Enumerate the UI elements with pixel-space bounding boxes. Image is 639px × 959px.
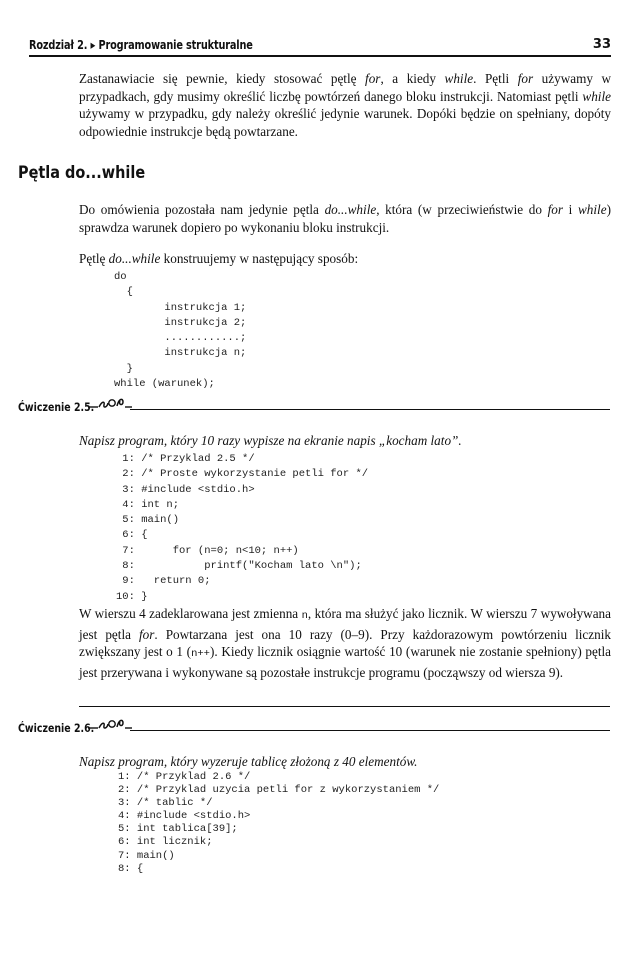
code-line: 3: #include <stdio.h> <box>116 483 255 496</box>
code-line: 6: int licznik; <box>118 836 213 849</box>
exercise-2-5-end-rule <box>79 706 610 707</box>
exercise-2-5-task: Napisz program, który 10 razy wypisze na ekranie napis „kocham lato”. <box>79 433 462 448</box>
code-line: 1: /* Przyklad 2.5 */ <box>116 453 255 465</box>
syntax-code-block <box>114 270 246 392</box>
code-line: 4: #include <stdio.h> <box>118 810 251 823</box>
header-rule <box>29 55 611 57</box>
exercise-2-6-heading <box>18 721 610 741</box>
code-line: instrukcja n; <box>114 347 247 360</box>
exercise-rule <box>130 730 610 731</box>
code-line: 8: { <box>118 862 144 875</box>
intro-paragraph: Zastanawiacie się pewnie, kiedy stosować pętlę for, a kiedy while. Pętli for używamy w przypadkach, gdy musimy określić liczbę powtórzeń danego bloku instrukcji. Natomiast pętli while używamy w przypadku, gdy należy określić jedynie warunek. Dopóki będzie on spełniany, dopóty odpowiednie instrukcje będą powtarzane. <box>79 71 612 139</box>
code-line: 10: } <box>116 590 148 603</box>
code-line: 3: /* tablic */ <box>118 797 213 810</box>
exercise-label: Ćwiczenie 2.6. <box>18 721 95 735</box>
code-line: 9: return 0; <box>116 575 211 588</box>
code-line: instrukcja 2; <box>114 316 247 329</box>
exercise-2-5-code <box>116 452 368 605</box>
code-line: 8: printf("Kocham lato \n"); <box>116 560 362 573</box>
section-paragraph-1: Do omówienia pozostała nam jedynie pętla do...while, która (w przeciwieństwie do for i while) sprawdza warunek dopiero po wykonaniu bloku instrukcji. <box>79 202 611 235</box>
exercise-ornament-icon <box>86 715 134 733</box>
code-line: 6: { <box>116 529 148 542</box>
section-paragraph-2: Pętlę do...while konstruujemy w następujący sposób: <box>79 251 359 266</box>
running-header <box>29 36 611 56</box>
exercise-2-6-task: Napisz program, który wyzeruje tablicę złożoną z 40 elementów. <box>79 754 418 769</box>
code-line: while (warunek); <box>114 378 215 391</box>
code-line: 4: int n; <box>116 498 180 511</box>
exercise-label: Ćwiczenie 2.5. <box>18 400 95 414</box>
exercise-ornament-icon <box>86 394 134 412</box>
code-line: 5: main() <box>116 514 180 527</box>
code-line: { <box>114 286 133 299</box>
code-line: do <box>114 271 127 283</box>
exercise-2-6-code <box>118 771 439 876</box>
chapter-title: Rozdział 2. ▸ Programowanie strukturalne <box>29 37 253 52</box>
code-line: 2: /* Przyklad uzycia petli for z wykorzystaniem */ <box>118 784 440 797</box>
code-line: 7: main() <box>118 849 175 862</box>
exercise-2-5-explanation: W wierszu 4 zadeklarowana jest zmienna n, która ma służyć jako licznik. W wierszu 7 wywoływana jest pętla for. Powtarzana jest ona 10 razy (0–9). Przy każdorazowym powtórzeniu licznik zwiększany jest o 1 (n++). Kiedy licznik osiągnie wartość 10 (warunek nie zostanie spełniony) pętla jest przerywana i wykonywane są pozostałe instrukcje programu (począwszy od wiersza 9). <box>79 606 611 680</box>
code-line: 5: int tablica[39]; <box>118 823 238 836</box>
section-heading: Pętla do...while <box>18 163 146 183</box>
page-number: 33 <box>592 37 611 52</box>
code-line: instrukcja 1; <box>114 301 247 314</box>
exercise-2-5-heading <box>18 400 610 420</box>
exercise-rule <box>130 409 610 410</box>
code-line: 7: for (n=0; n<10; n++) <box>116 544 299 557</box>
code-line: } <box>114 362 133 375</box>
code-line: ............; <box>114 332 247 345</box>
code-line: 2: /* Proste wykorzystanie petli for */ <box>116 468 369 481</box>
code-line: 1: /* Przyklad 2.6 */ <box>118 771 251 783</box>
